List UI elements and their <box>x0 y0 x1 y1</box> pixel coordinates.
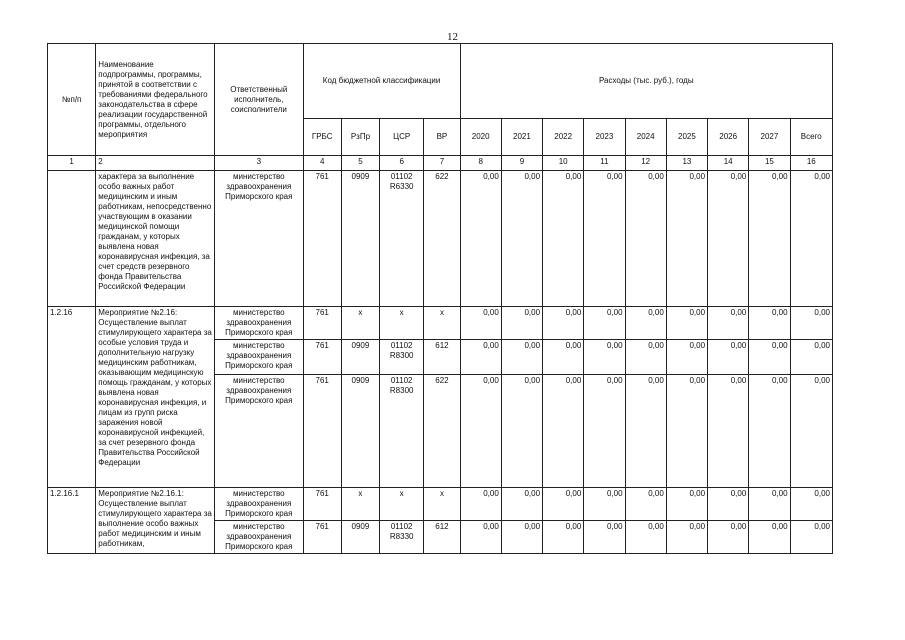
amount-cell: 0,00 <box>625 171 666 307</box>
amount-cell: 0,00 <box>749 307 790 340</box>
header-expenses: Расходы (тыс. руб.), годы <box>460 44 832 119</box>
column-number: 2 <box>96 156 215 171</box>
amount-cell: 0,00 <box>501 375 542 488</box>
vr-cell: 622 <box>424 171 460 307</box>
header-year-2021: 2021 <box>501 119 542 156</box>
grbs-cell: 761 <box>303 521 341 554</box>
amount-cell: 0,00 <box>543 521 584 554</box>
executor-cell: министерство здравоохранения Приморского края <box>215 307 304 340</box>
amount-cell: 0,00 <box>749 488 790 521</box>
column-number-row <box>48 156 833 171</box>
grbs-cell: 761 <box>303 488 341 521</box>
column-number: 12 <box>625 156 666 171</box>
header-year-2026: 2026 <box>708 119 749 156</box>
amount-cell: 0,00 <box>543 171 584 307</box>
amount-cell: 0,00 <box>460 375 501 488</box>
csr-cell: 01102 R6330 <box>380 171 424 307</box>
rzpr-cell: 0909 <box>341 375 379 488</box>
amount-cell: 0,00 <box>749 171 790 307</box>
amount-cell: 0,00 <box>749 375 790 488</box>
amount-cell: 0,00 <box>749 521 790 554</box>
amount-cell: 0,00 <box>790 171 832 307</box>
header-csr: ЦСР <box>380 119 424 156</box>
rzpr-cell: 0909 <box>341 340 379 375</box>
item-name: характера за выполнение особо важных работ медицинским и иным работникам, непосредственно участвующим в оказании медицинской помощи гражданам, у которых выявлена новая коронавирусная инфекция, за счет средств резервного фонда Правительства Российской Федерации <box>96 171 215 307</box>
column-number: 5 <box>341 156 379 171</box>
budget-table <box>47 43 833 554</box>
item-number: 1.2.16.1 <box>48 488 96 554</box>
column-number: 13 <box>666 156 707 171</box>
csr-cell: 01102 R8300 <box>380 375 424 488</box>
column-number: 16 <box>790 156 832 171</box>
csr-cell: 01102 R8330 <box>380 521 424 554</box>
header-grbs: ГРБС <box>303 119 341 156</box>
vr-cell: x <box>424 488 460 521</box>
column-number: 9 <box>501 156 542 171</box>
column-number: 10 <box>543 156 584 171</box>
item-number: 1.2.16 <box>48 307 96 488</box>
amount-cell: 0,00 <box>584 375 625 488</box>
column-number: 4 <box>303 156 341 171</box>
amount-cell: 0,00 <box>543 307 584 340</box>
page-number: 12 <box>447 31 458 43</box>
header-name: Наименование подпрограммы, программы, принятой в соответствии с требованиями федерального законодательства в сфере реализации государственной программы, отдельного мероприятия <box>96 44 215 156</box>
amount-cell: 0,00 <box>625 521 666 554</box>
amount-cell: 0,00 <box>708 171 749 307</box>
amount-cell: 0,00 <box>584 340 625 375</box>
column-number: 3 <box>215 156 304 171</box>
table-body <box>48 171 833 554</box>
executor-cell: министерство здравоохранения Приморского края <box>215 488 304 521</box>
amount-cell: 0,00 <box>501 307 542 340</box>
amount-cell: 0,00 <box>460 171 501 307</box>
amount-cell: 0,00 <box>625 488 666 521</box>
table-row <box>48 488 833 521</box>
amount-cell: 0,00 <box>584 521 625 554</box>
header-year-2027: 2027 <box>749 119 790 156</box>
executor-cell: министерство здравоохранения Приморского края <box>215 171 304 307</box>
column-number: 8 <box>460 156 501 171</box>
amount-cell: 0,00 <box>749 340 790 375</box>
grbs-cell: 761 <box>303 307 341 340</box>
column-number: 15 <box>749 156 790 171</box>
amount-cell: 0,00 <box>460 340 501 375</box>
vr-cell: 612 <box>424 340 460 375</box>
table-row <box>48 171 833 307</box>
vr-cell: 612 <box>424 521 460 554</box>
amount-cell: 0,00 <box>708 375 749 488</box>
header-year-2024: 2024 <box>625 119 666 156</box>
amount-cell: 0,00 <box>666 307 707 340</box>
column-number: 6 <box>380 156 424 171</box>
amount-cell: 0,00 <box>790 307 832 340</box>
amount-cell: 0,00 <box>666 488 707 521</box>
amount-cell: 0,00 <box>501 521 542 554</box>
amount-cell: 0,00 <box>460 488 501 521</box>
grbs-cell: 761 <box>303 375 341 488</box>
rzpr-cell: 0909 <box>341 521 379 554</box>
header-year-2023: 2023 <box>584 119 625 156</box>
executor-cell: министерство здравоохранения Приморского края <box>215 375 304 488</box>
executor-cell: министерство здравоохранения Приморского края <box>215 521 304 554</box>
amount-cell: 0,00 <box>543 488 584 521</box>
csr-cell: x <box>380 307 424 340</box>
amount-cell: 0,00 <box>584 171 625 307</box>
amount-cell: 0,00 <box>666 171 707 307</box>
header-year-2025: 2025 <box>666 119 707 156</box>
amount-cell: 0,00 <box>790 340 832 375</box>
amount-cell: 0,00 <box>625 307 666 340</box>
header-executor: Ответственный исполнитель, соисполнители <box>215 44 304 156</box>
amount-cell: 0,00 <box>460 521 501 554</box>
executor-cell: министерство здравоохранения Приморского края <box>215 340 304 375</box>
csr-cell: x <box>380 488 424 521</box>
header-budget-code: Код бюджетной классификации <box>303 44 460 119</box>
column-number: 1 <box>48 156 96 171</box>
amount-cell: 0,00 <box>790 521 832 554</box>
grbs-cell: 761 <box>303 171 341 307</box>
amount-cell: 0,00 <box>501 488 542 521</box>
amount-cell: 0,00 <box>708 340 749 375</box>
amount-cell: 0,00 <box>708 488 749 521</box>
header-rzpr: РзПр <box>341 119 379 156</box>
amount-cell: 0,00 <box>543 375 584 488</box>
header-num: №п/п <box>48 44 96 156</box>
rzpr-cell: x <box>341 488 379 521</box>
rzpr-cell: x <box>341 307 379 340</box>
amount-cell: 0,00 <box>666 375 707 488</box>
amount-cell: 0,00 <box>625 375 666 488</box>
header-total: Всего <box>790 119 832 156</box>
header-vr: ВР <box>424 119 460 156</box>
column-number: 7 <box>424 156 460 171</box>
vr-cell: x <box>424 307 460 340</box>
item-name: Мероприятие №2.16: Осуществление выплат стимулирующего характера за особые условия труда и дополнительную нагрузку медицинским работникам, оказывающим медицинскую помощь гражданам, у которых выявлена новая коронавирусная инфекция, и лицам из групп риска заражения новой коронавирусной инфекцией, за счет резервного фонда Правительства Российской Федерации <box>96 307 215 488</box>
rzpr-cell: 0909 <box>341 171 379 307</box>
amount-cell: 0,00 <box>708 307 749 340</box>
table-row <box>48 307 833 340</box>
amount-cell: 0,00 <box>501 171 542 307</box>
amount-cell: 0,00 <box>625 340 666 375</box>
amount-cell: 0,00 <box>584 488 625 521</box>
amount-cell: 0,00 <box>584 307 625 340</box>
item-name: Мероприятие №2.16.1: Осуществление выплат стимулирующего характера за выполнение особо важных работ медицинским и иным работникам, <box>96 488 215 554</box>
grbs-cell: 761 <box>303 340 341 375</box>
column-number: 14 <box>708 156 749 171</box>
amount-cell: 0,00 <box>501 340 542 375</box>
column-number: 11 <box>584 156 625 171</box>
amount-cell: 0,00 <box>543 340 584 375</box>
amount-cell: 0,00 <box>666 340 707 375</box>
amount-cell: 0,00 <box>708 521 749 554</box>
amount-cell: 0,00 <box>666 521 707 554</box>
amount-cell: 0,00 <box>790 488 832 521</box>
amount-cell: 0,00 <box>460 307 501 340</box>
vr-cell: 622 <box>424 375 460 488</box>
header-year-2020: 2020 <box>460 119 501 156</box>
header-year-2022: 2022 <box>543 119 584 156</box>
csr-cell: 01102 R8300 <box>380 340 424 375</box>
amount-cell: 0,00 <box>790 375 832 488</box>
item-number <box>48 171 96 307</box>
